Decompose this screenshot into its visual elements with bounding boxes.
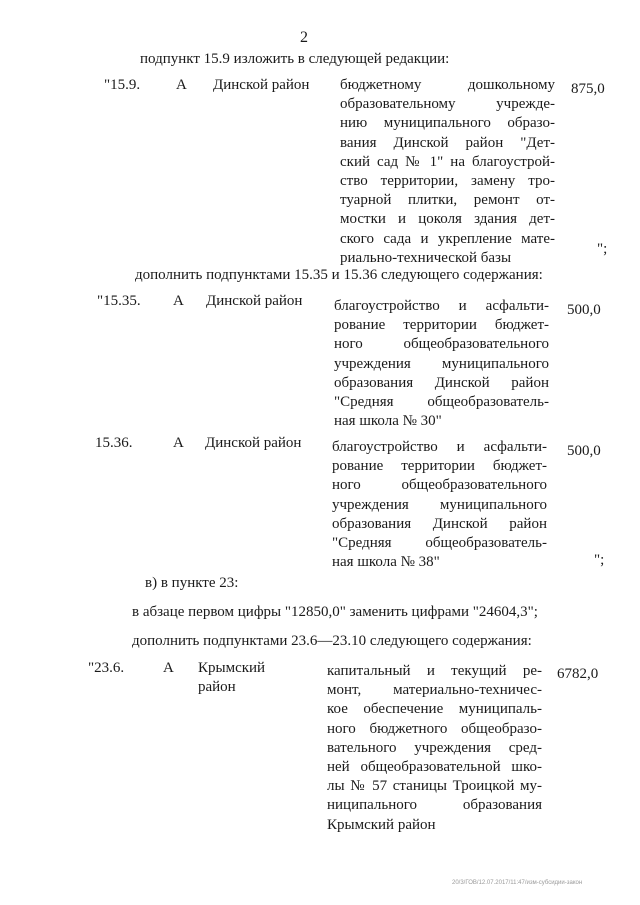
- desc-line: туарной плитки, ремонт от-: [340, 192, 555, 209]
- desc-line: учреждения муниципального: [332, 496, 547, 513]
- row-15-35-district: Динской район: [206, 293, 303, 309]
- row-15-36-amount: 500,0: [567, 443, 601, 459]
- desc-line: ского сада и укрепление мате-: [340, 230, 555, 247]
- desc-line: учреждения муниципального: [334, 355, 549, 372]
- desc-line: ский сад № 1" на благоустрой-: [340, 153, 555, 170]
- para-23-abzac: в абзаце первом цифры "12850,0" заменить цифрами "24604,3";: [132, 604, 538, 620]
- desc-line: ная школа № 30": [334, 413, 442, 430]
- district-line: район: [198, 679, 236, 695]
- row-15-35-id: "15.35.: [97, 293, 141, 309]
- desc-line: ного общеобразовательного: [334, 336, 549, 353]
- row-15-35-category: А: [173, 293, 184, 309]
- desc-line: образования Динской район: [332, 515, 547, 532]
- desc-line: "Средняя общеобразователь-: [332, 535, 547, 552]
- desc-line: вательного учреждения сред-: [327, 739, 542, 756]
- row-23-6-district: [198, 659, 265, 697]
- intro-15-35: дополнить подпунктами 15.35 и 15.36 следующего содержания:: [135, 267, 543, 283]
- desc-line: риально-технической базы: [340, 249, 512, 266]
- desc-line: "Средняя общеобразователь-: [334, 394, 549, 411]
- desc-line: нию муниципального образо-: [340, 115, 555, 132]
- desc-line: образования Динской район: [334, 374, 549, 391]
- intro-15-9: подпункт 15.9 изложить в следующей редакции:: [140, 51, 450, 67]
- desc-line: ней общеобразовательной шко-: [327, 759, 542, 776]
- desc-line: вания Динской район "Дет-: [340, 134, 555, 151]
- desc-line: ного бюджетного общеобразо-: [327, 720, 542, 737]
- desc-line: кое обеспечение муниципаль-: [327, 701, 542, 718]
- desc-line: монт, материально-техничес-: [327, 682, 542, 699]
- desc-line: капитальный и текущий ре-: [327, 663, 542, 679]
- row-15-9-amount: 875,0: [571, 81, 605, 97]
- desc-line: ство территории, замену тро-: [340, 173, 555, 190]
- desc-line: рование территории бюджет-: [332, 458, 547, 475]
- page-number: 2: [300, 29, 308, 46]
- desc-line: ная школа № 38": [332, 554, 440, 571]
- row-15-9-category: А: [176, 77, 187, 93]
- desc-line: рование территории бюджет-: [334, 317, 549, 334]
- desc-line: лы № 57 станицы Троицкой му-: [327, 778, 542, 795]
- row-15-36-description: [332, 438, 547, 572]
- row-15-35-description: [334, 297, 549, 431]
- district-line: Крымский: [198, 660, 266, 676]
- row-15-35-amount: 500,0: [567, 302, 601, 318]
- row-15-36-end-quote: ";: [594, 552, 605, 568]
- desc-line: благоустройство и асфальти-: [334, 298, 549, 314]
- desc-line: бюджетному дошкольному: [340, 77, 555, 93]
- row-15-36-district: Динской район: [205, 435, 302, 451]
- row-15-9-end-quote: ";: [597, 241, 608, 257]
- desc-line: ного общеобразовательного: [332, 477, 547, 494]
- desc-line: мостки и цоколя здания дет-: [340, 211, 555, 228]
- row-15-36-id: 15.36.: [95, 435, 133, 451]
- row-23-6-id: "23.6.: [88, 660, 125, 676]
- desc-line: Крымский район: [327, 816, 436, 833]
- row-23-6-amount: 6782,0: [557, 666, 599, 682]
- row-15-36-category: А: [173, 435, 184, 451]
- row-15-9-description: [340, 76, 555, 268]
- row-23-6-description: [327, 662, 542, 835]
- intro-23-6: дополнить подпунктами 23.6—23.10 следующего содержания:: [132, 633, 532, 649]
- row-15-9-district: Динской район: [213, 77, 310, 93]
- para-23: в) в пункте 23:: [145, 575, 239, 591]
- row-23-6-category: А: [163, 660, 174, 676]
- row-15-9-id: "15.9.: [104, 77, 141, 93]
- document-footer: 20/3/ГОВ/12.07.2017/11:47/изм-субсидии-закон: [452, 880, 583, 886]
- desc-line: благоустройство и асфальти-: [332, 439, 547, 455]
- desc-line: образовательному учрежде-: [340, 96, 555, 113]
- desc-line: ниципального образования: [327, 797, 542, 814]
